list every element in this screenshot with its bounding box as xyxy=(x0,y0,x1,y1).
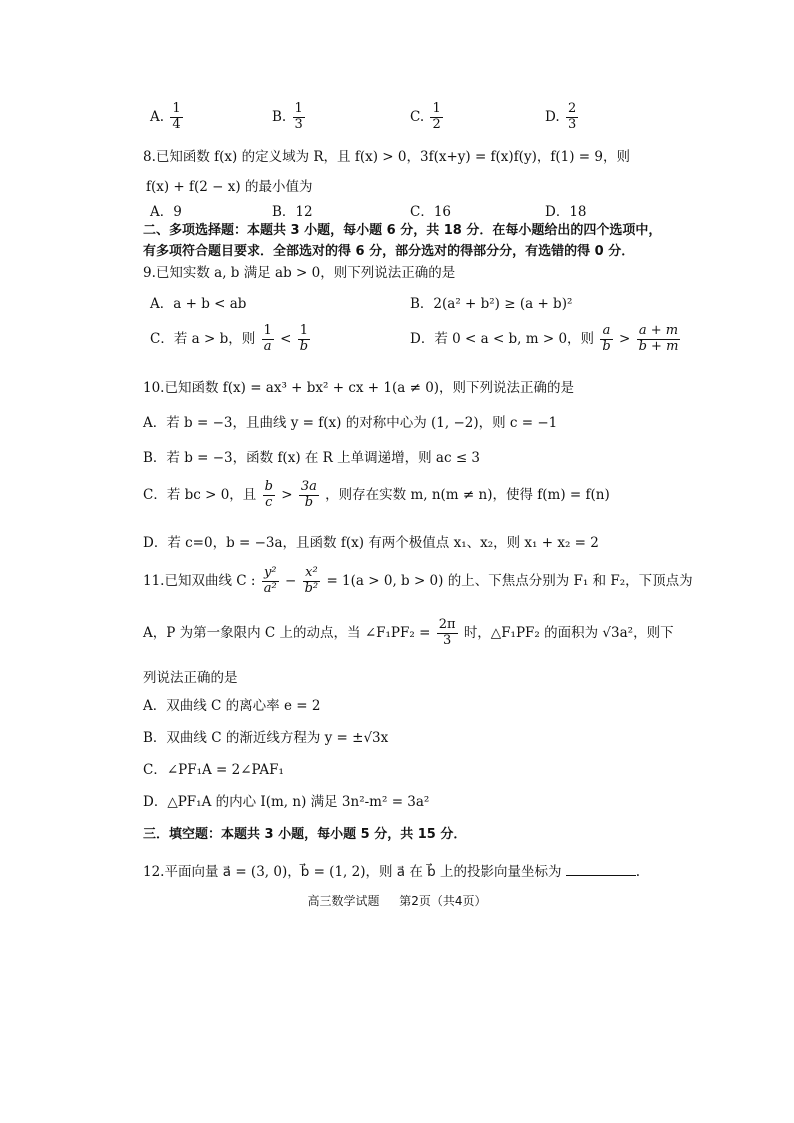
q10-c-num1: b xyxy=(264,479,273,494)
q9-c-lt: < xyxy=(280,330,292,347)
section3-heading: 三．填空题：本题共 3 小题，每小题 5 分，共 15 分． xyxy=(143,827,467,842)
q10-c-num2: 3a xyxy=(300,479,317,494)
q9-d-gt: > xyxy=(618,330,631,347)
q11-num2: x² xyxy=(303,566,321,582)
q11-minus: − xyxy=(285,572,297,589)
q9-option-d xyxy=(410,324,682,355)
q7-a-fraction xyxy=(170,102,182,133)
q11-stem-prefix: 11.已知双曲线 C : xyxy=(143,572,256,589)
q9-d-num1: a xyxy=(600,324,612,340)
q7-d-fraction xyxy=(566,102,578,133)
q10-option-a: A．若 b = −3，且曲线 y = f(x) 的对称中心为 (1, −2)，则 c = −1 xyxy=(143,415,558,431)
q10-c-frac2 xyxy=(299,480,319,511)
q8-option-b: B．12 xyxy=(272,204,313,220)
q7-d-num: 2 xyxy=(567,101,577,116)
q9-d-frac1 xyxy=(600,324,612,355)
q7-option-b xyxy=(272,102,307,133)
q9-option-c xyxy=(150,324,312,355)
section2-heading-line1: 二、多项选择题：本题共 3 小题，每小题 6 分，共 18 分．在每小题给出的四个选项中， xyxy=(143,223,662,238)
q12-end-period: . xyxy=(635,864,641,880)
q9-d-den2: b + m xyxy=(638,338,679,354)
q7-b-den: 3 xyxy=(294,116,303,132)
footer-subject: 高三数学试题 xyxy=(307,894,380,908)
q11-angle-frac xyxy=(437,618,458,649)
q7-c-den: 2 xyxy=(432,116,441,132)
q9-c-den1: a xyxy=(263,338,272,354)
q9-c-frac2 xyxy=(298,324,310,355)
q10-c-den1: c xyxy=(265,494,273,510)
q8-option-a: A．9 xyxy=(150,204,182,220)
q8-stem-line1: 8.已知函数 f(x) 的定义域为 R，且 f(x) > 0，3f(x+y) = f(x)f(y)，f(1) = 9，则 xyxy=(143,149,630,165)
q11-option-b: B．双曲线 C 的渐近线方程为 y = ±√3x xyxy=(143,730,389,746)
q9-c-prefix: C．若 a > b，则 xyxy=(150,330,256,347)
q9-d-num2: a + m xyxy=(637,324,681,340)
section2-heading-line2: 有多项符合题目要求．全部选对的得 6 分，部分选对的得部分分，有选错的得 0 分． xyxy=(143,244,635,259)
q11-frac2 xyxy=(303,566,321,597)
q7-option-c xyxy=(410,102,445,133)
q9-stem: 9.已知实数 a, b 满足 ab > 0，则下列说法正确的是 xyxy=(143,265,456,281)
q8-stem-line2: f(x) + f(2 − x) 的最小值为 xyxy=(146,179,313,195)
q11-den1: a² xyxy=(263,580,277,596)
q7-d-den: 3 xyxy=(567,116,577,132)
q12-stem xyxy=(143,860,640,880)
q10-option-c xyxy=(143,480,610,511)
q7-a-den: 4 xyxy=(172,116,181,132)
q9-c-den2: b xyxy=(299,338,309,354)
q9-c-num2: 1 xyxy=(298,324,310,340)
q10-option-d: D．若 c=0，b = −3a，且函数 f(x) 有两个极值点 x₁、x₂，则 x₁ + x₂ = 2 xyxy=(143,535,599,551)
q7-b-num: 1 xyxy=(294,101,303,116)
q10-c-den2: b xyxy=(304,494,314,510)
q11-stem-suffix: = 1(a > 0, b > 0) 的上、下焦点分别为 F₁ 和 F₂，下顶点为 xyxy=(326,572,693,589)
q11-den2: b² xyxy=(304,580,319,596)
q9-d-frac2 xyxy=(637,324,681,355)
q11-option-d: D．△PF₁A 的内心 I(m, n) 满足 3n²-m² = 3a² xyxy=(143,794,430,810)
q10-c-gt: > xyxy=(281,486,293,503)
q7-option-a xyxy=(150,102,185,133)
q11-angle-num: 2π xyxy=(438,617,456,632)
q8-option-c: C．16 xyxy=(410,204,452,220)
q10-c-prefix: C．若 bc > 0，且 xyxy=(143,486,257,503)
q11-option-a: A．双曲线 C 的离心率 e = 2 xyxy=(143,698,321,714)
q10-stem: 10.已知函数 f(x) = ax³ + bx² + cx + 1(a ≠ 0)，则下列说法正确的是 xyxy=(143,380,575,396)
q7-c-fraction xyxy=(430,102,442,133)
q11-line2-suffix: 时，△F₁PF₂ 的面积为 √3a²，则下 xyxy=(463,624,674,641)
q7-a-label: A. xyxy=(150,108,165,125)
q11-frac1 xyxy=(262,566,279,597)
footer-page-number: 第2页（共4页） xyxy=(399,894,487,908)
q11-option-c: C．∠PF₁A = 2∠PAF₁ xyxy=(143,762,284,778)
q11-num1: y² xyxy=(262,566,279,582)
q11-stem-line1 xyxy=(143,566,693,597)
q11-angle-den: 3 xyxy=(442,632,452,648)
q7-option-d xyxy=(545,102,580,133)
q7-b-fraction xyxy=(293,102,305,133)
q12-answer-blank[interactable] xyxy=(566,863,636,876)
q9-c-num1: 1 xyxy=(263,323,272,338)
q7-c-label: C. xyxy=(410,108,425,125)
q9-d-den1: b xyxy=(602,338,611,354)
q10-c-frac1 xyxy=(263,480,275,511)
q9-c-frac1 xyxy=(262,324,274,355)
q7-b-label: B. xyxy=(272,108,287,125)
q11-stem-line3: 列说法正确的是 xyxy=(143,670,238,686)
q9-option-b: B．2(a² + b²) ≥ (a + b)² xyxy=(410,296,573,312)
q10-option-b: B．若 b = −3，函数 f(x) 在 R 上单调递增，则 ac ≤ 3 xyxy=(143,450,481,466)
q7-c-num: 1 xyxy=(432,101,441,116)
q10-c-suffix: ，则存在实数 m, n(m ≠ n)，使得 f(m) = f(n) xyxy=(325,486,610,503)
page-footer xyxy=(0,892,794,909)
q7-d-label: D. xyxy=(545,108,560,125)
q7-a-num: 1 xyxy=(172,101,181,116)
q11-line2-prefix: A，P 为第一象限内 C 上的动点，当 ∠F₁PF₂ = xyxy=(143,624,431,641)
q11-stem-line2 xyxy=(143,618,674,649)
q12-stem-text: 12.平面向量 a⃗ = (3, 0)，b⃗ = (1, 2)，则 a⃗ 在 b⃗ 上的投影向量坐标为 xyxy=(143,864,562,880)
q9-d-prefix: D．若 0 < a < b, m > 0，则 xyxy=(410,330,595,347)
q8-option-d: D．18 xyxy=(545,204,587,220)
q9-option-a: A．a + b < ab xyxy=(150,296,247,312)
